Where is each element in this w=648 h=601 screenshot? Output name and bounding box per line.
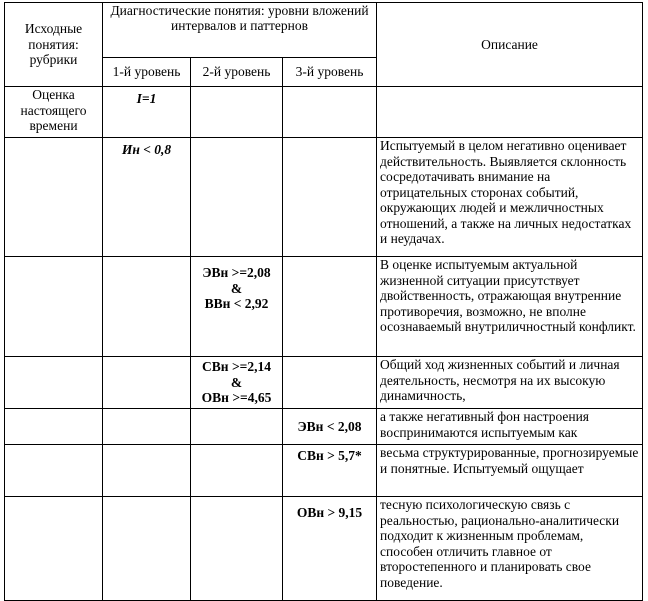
level1-cell	[103, 357, 191, 409]
rubric-cell	[5, 257, 103, 357]
level1-cell	[103, 445, 191, 497]
rubric-cell	[5, 409, 103, 445]
rubric-cell	[5, 138, 103, 257]
rubric-cell	[5, 357, 103, 409]
description-cell: а также негативный фон настроения воспринимаются испытуемым как	[377, 409, 643, 445]
header-row-top	[5, 3, 643, 58]
level2-cell	[191, 409, 283, 445]
level1-cell	[103, 257, 191, 357]
table-row	[5, 445, 643, 497]
level2-cell	[191, 357, 283, 409]
description-cell: тесную психологическую связь с реальностью, рационально-аналитически подходит к жизненным проблемам, способен отличить главное от второстепенного и планировать свое поведение.	[377, 497, 643, 601]
header-level-3: 3-й уровень	[283, 58, 377, 87]
rubric-cell: Оценка настоящего времени	[5, 87, 103, 138]
level3-cell: ЭВн < 2,08	[283, 409, 377, 445]
description-cell	[377, 87, 643, 138]
description-cell: Испытуемый в целом негативно оценивает действительность. Выявляется склонность сосредотачивать внимание на отрицательных сторонах событий, окружающих людей и межличностных отношений, а также на личных недостатках и неудачах.	[377, 138, 643, 257]
description-cell: Общий ход жизненных событий и личная деятельность, несмотря на их высокую динамичность,	[377, 357, 643, 409]
level2-condition: ОВн >=4,65	[201, 390, 272, 405]
header-level-2: 2-й уровень	[191, 58, 283, 87]
rubric-cell	[5, 445, 103, 497]
table-row	[5, 138, 643, 257]
level2-condition: ВВн < 2,92	[204, 296, 269, 311]
level2-and: &	[230, 280, 243, 296]
level2-cell	[191, 445, 283, 497]
header-diagnostic: Диагностические понятия: уровни вложений интервалов и паттернов	[103, 3, 377, 58]
level3-cell: СВн > 5,7*	[283, 445, 377, 497]
level3-cell	[283, 87, 377, 138]
level2-cell	[191, 497, 283, 601]
level2-cell	[191, 87, 283, 138]
level3-cell: ОВн > 9,15	[283, 497, 377, 601]
level3-cell	[283, 357, 377, 409]
table-row	[5, 87, 643, 138]
diagnostic-table	[4, 2, 643, 601]
table-row	[5, 497, 643, 601]
header-level-1: 1-й уровень	[103, 58, 191, 87]
description-cell: весьма структурированные, прогнозируемые и понятные. Испытуемый ощущает	[377, 445, 643, 497]
rubric-cell	[5, 497, 103, 601]
level1-cell	[103, 409, 191, 445]
header-rubrics: Исходные понятия: рубрики	[5, 3, 103, 87]
description-cell: В оценке испытуемым актуальной жизненной ситуации присутствует двойственность, отражающая внутренние противоречия, возможно, не вполне осознаваемый внутриличностный конфликт.	[377, 257, 643, 357]
level2-condition: СВн >=2,14	[202, 359, 271, 374]
level1-cell: Ин < 0,8	[103, 138, 191, 257]
level3-cell	[283, 257, 377, 357]
table-row	[5, 257, 643, 357]
header-description: Описание	[377, 3, 643, 87]
level3-cell	[283, 138, 377, 257]
level2-and: &	[230, 374, 243, 390]
level1-cell: I=1	[103, 87, 191, 138]
level2-cell	[191, 138, 283, 257]
level2-cell	[191, 257, 283, 357]
table-row	[5, 409, 643, 445]
level1-cell	[103, 497, 191, 601]
level2-condition: ЭВн >=2,08	[202, 265, 271, 280]
table-row	[5, 357, 643, 409]
